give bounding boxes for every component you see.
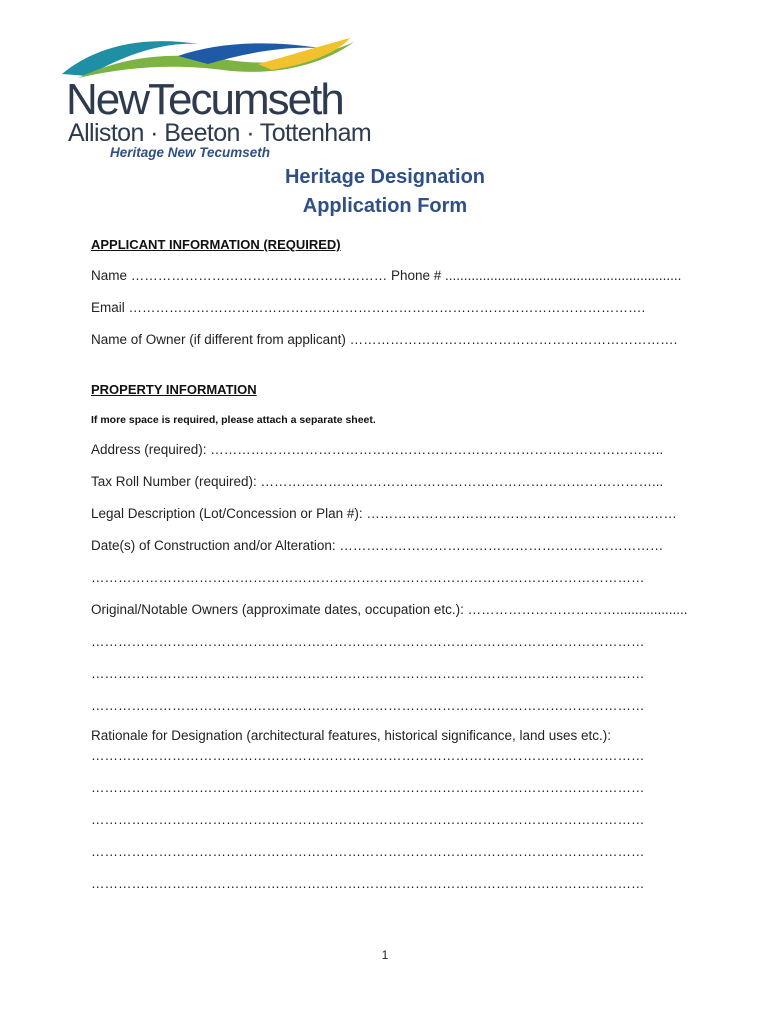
new-tecumseth-logo: [58, 34, 372, 147]
rationale-line-5[interactable]: ……………………………………………………………………………………………………………: [91, 876, 645, 891]
email-field[interactable]: Email …………………………………………………………………………………………………….: [91, 300, 646, 315]
property-section-heading: PROPERTY INFORMATION: [91, 382, 257, 397]
rationale-line-4[interactable]: ……………………………………………………………………………………………………………: [91, 844, 645, 859]
address-field[interactable]: Address (required): ………………………………………………………………………………………..: [91, 442, 664, 457]
notable-owners-continued-2[interactable]: ……………………………………………………………………………………………………………: [91, 666, 645, 681]
name-phone-field[interactable]: Name ………………………………………………… Phone # ...............................................................: [91, 268, 682, 283]
notable-owners-continued-1[interactable]: ……………………………………………………………………………………………………………: [91, 634, 645, 649]
construction-dates-field[interactable]: Date(s) of Construction and/or Alteration: ………………………………………………………………: [91, 538, 664, 553]
construction-dates-continued[interactable]: ……………………………………………………………………………………………………………: [91, 570, 645, 585]
form-title-line1: Heritage Designation: [284, 166, 486, 188]
rationale-line-2[interactable]: ……………………………………………………………………………………………………………: [91, 780, 645, 795]
rationale-label: Rationale for Designation (architectural features, historical significance, land uses etc.):: [91, 728, 612, 743]
notable-owners-continued-3[interactable]: ……………………………………………………………………………………………………………: [91, 698, 645, 713]
notable-owners-field[interactable]: Original/Notable Owners (approximate dates, occupation etc.): ……………………………...................: [91, 602, 688, 617]
logo-wordmark: NewTecumseth: [66, 75, 343, 124]
rationale-line-1[interactable]: ……………………………………………………………………………………………………………: [91, 748, 645, 763]
rationale-line-3[interactable]: ……………………………………………………………………………………………………………: [91, 812, 645, 827]
applicant-section-heading: APPLICANT INFORMATION (REQUIRED): [91, 237, 341, 252]
page-number: 1: [381, 948, 389, 962]
form-title-line2: Application Form: [302, 195, 468, 217]
logo-towns: Alliston · Beeton · Tottenham: [68, 119, 372, 147]
tax-roll-field[interactable]: Tax Roll Number (required): ……………………………………………………………………………...: [91, 474, 664, 489]
owner-name-field[interactable]: Name of Owner (if different from applicant) ……………………………………………………………….: [91, 332, 678, 347]
organization-name: Heritage New Tecumseth: [110, 145, 271, 160]
legal-description-field[interactable]: Legal Description (Lot/Concession or Plan #): ……………………………………………………………: [91, 506, 677, 521]
space-note: If more space is required, please attach a separate sheet.: [91, 414, 376, 426]
